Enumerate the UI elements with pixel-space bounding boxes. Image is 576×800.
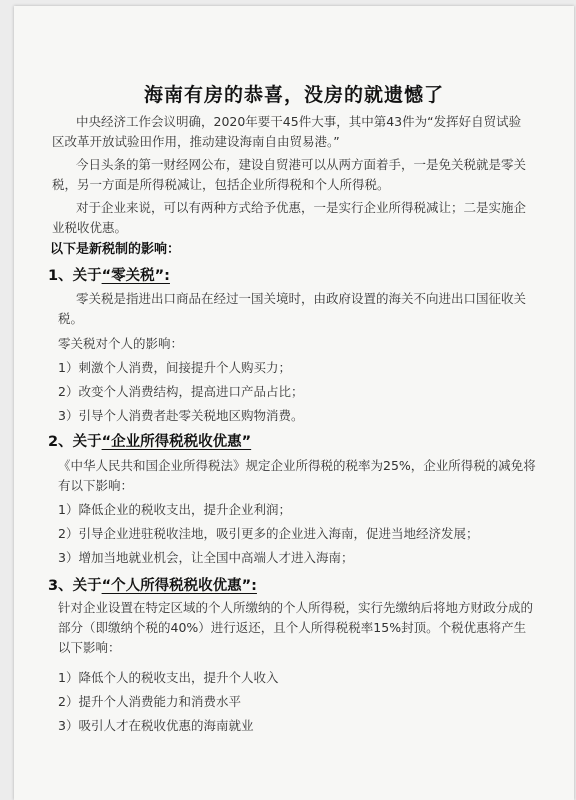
section-1-paragraph: 零关税是指进出口商品在经过一国关境时，由政府设置的海关不向进出口国征收关税。 (58, 291, 527, 326)
section-3-item-1: 1）降低个人的税收支出，提升个人收入 (58, 670, 279, 685)
section-2-item-2: 2）引导企业进驻税收洼地，吸引更多的企业进入海南，促进当地经济发展； (58, 526, 479, 541)
section-1-lead: 零关税对个人的影响： (58, 336, 184, 351)
section-2-heading (48, 430, 251, 451)
document-page (14, 6, 574, 800)
section-3-item-2: 2）提升个人消费能力和消费水平 (58, 694, 241, 709)
section-3-item-3: 3）吸引人才在税收优惠的海南就业 (58, 718, 254, 733)
intro-paragraph-1: 中央经济工作会议明确，2020年要干45件大事，其中第43件为“发挥好自贸试验区改革开放试验田作用，推动建设海南自由贸易港。” (52, 114, 522, 149)
intro-paragraph-3: 对于企业来说，可以有两种方式给予优惠，一是实行企业所得税减让；二是实施企业税收优惠。 (52, 200, 527, 235)
section-2-prefix: 2、关于 (48, 434, 102, 450)
section-2-paragraph: 《中华人民共和国企业所得税法》规定企业所得税的税率为25%，企业所得税的减免将有以下影响： (58, 458, 536, 493)
impact-heading: 以下是新税制的影响： (50, 242, 181, 257)
section-1-heading (48, 264, 170, 285)
intro-paragraph-2: 今日头条的第一财经网公布，建设自贸港可以从两方面着手，一是免关税就是零关税，另一方面是所得税减让，包括企业所得税和个人所得税。 (52, 157, 527, 192)
document-title: 海南有房的恭喜，没房的就遗憾了 (143, 84, 444, 106)
section-1-item-2: 2）改变个人消费结构，提高进口产品占比； (58, 384, 304, 399)
section-2-topic: “企业所得税税收优惠” (101, 434, 252, 450)
section-3-paragraph: 针对企业设置在特定区域的个人所缴纳的个人所得税，实行先缴纳后将地方财政分成的部分（即缴纳个税的40%）进行返还，且个人所得税税率15%封顶。个税优惠将产生以下影响： (58, 600, 534, 655)
section-2-item-1: 1）降低企业的税收支出，提升企业利润； (58, 502, 291, 517)
section-1-item-1: 1）刺激个人消费，间接提升个人购买力； (58, 360, 291, 375)
section-2-item-3: 3）增加当地就业机会，让全国中高端人才进入海南； (58, 550, 354, 565)
section-1-item-3: 3）引导个人消费者赴零关税地区购物消费。 (58, 408, 304, 423)
section-1-topic: “零关税”: (101, 268, 170, 284)
section-3-heading (48, 574, 257, 595)
section-3-topic: “个人所得税税收优惠”: (101, 578, 257, 594)
section-1-prefix: 1、关于 (48, 268, 102, 284)
section-3-prefix: 3、关于 (48, 578, 102, 594)
